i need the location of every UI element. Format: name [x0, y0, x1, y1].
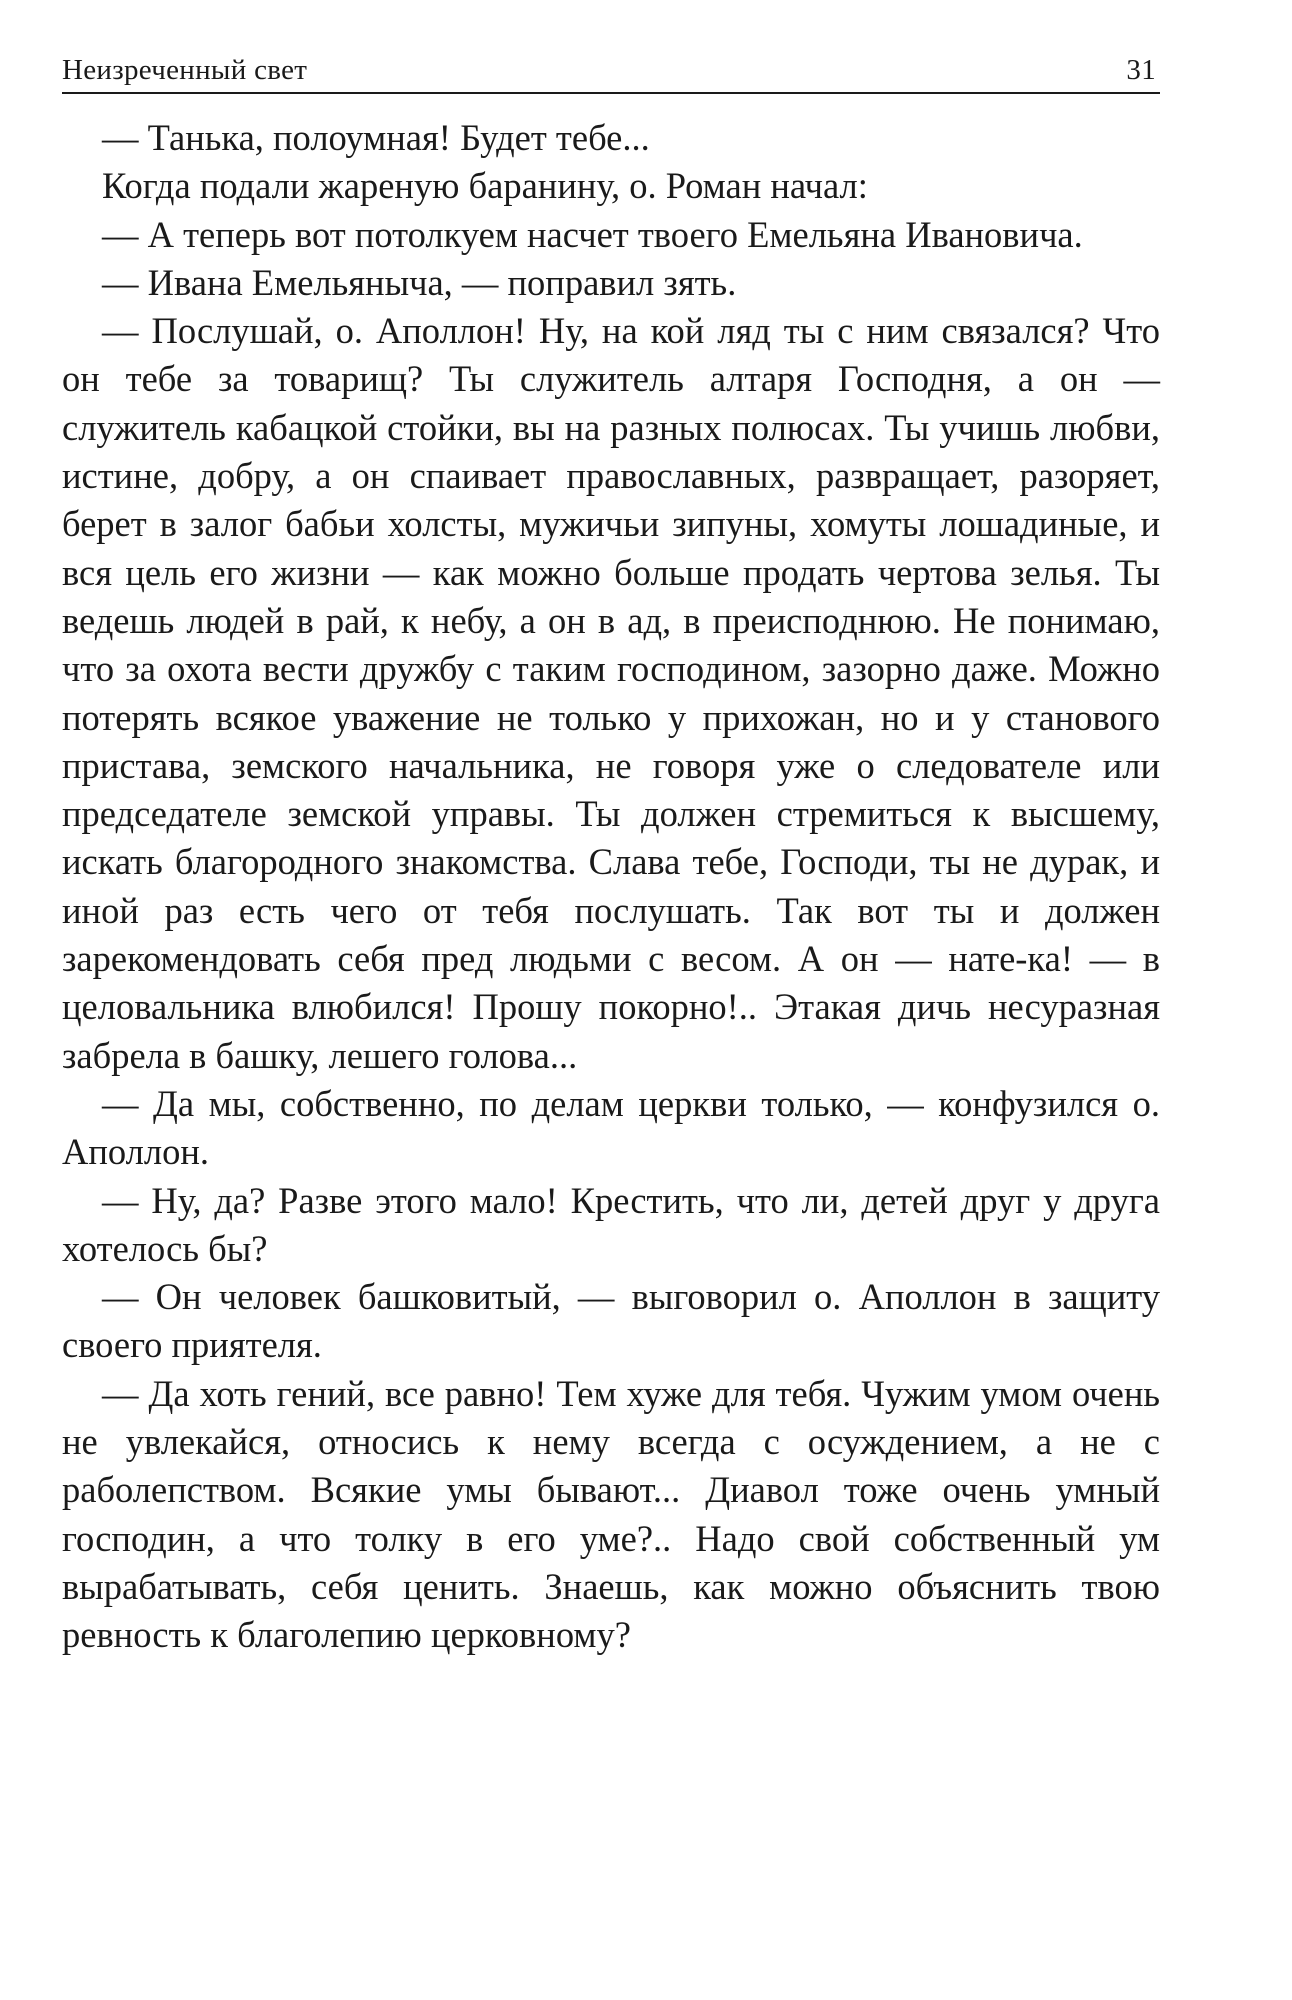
paragraph: — А теперь вот потолкуем насчет твоего Емельяна Ивановича.: [102, 213, 1083, 255]
page-number: 31: [1126, 54, 1156, 86]
running-title: Неизреченный свет: [62, 54, 308, 86]
book-page: [62, 52, 1160, 1660]
running-header: [62, 52, 1160, 94]
paragraph: Когда подали жареную баранину, о. Роман начал:: [102, 165, 868, 207]
paragraph: — Да хоть гений, все равно! Тем хуже для тебя. Чужим умом очень не увлекайся, относись к нему всегда с осуждением, а не с раболепством. Всякие умы бывают... Диавол тоже очень умный господин, а что толку в его уме?.. Надо свой собственный ум вырабатывать, себя ценить. Знаешь, как можно объяснить твою ревность к благолепию церковному?: [62, 1372, 1160, 1656]
paragraph: — Ну, да? Разве этого мало! Крестить, что ли, детей друг у друга хотелось бы?: [62, 1179, 1160, 1269]
paragraph: — Да мы, собственно, по делам церкви только, — конфузился о. Аполлон.: [62, 1082, 1160, 1173]
paragraph: — Танька, полоумная! Будет тебе...: [102, 117, 650, 158]
body-text: [62, 114, 1160, 1660]
paragraph: — Послушай, о. Аполлон! Ну, на кой ляд ты с ним связался? Что он тебе за товарищ? Ты служитель алтаря Господня, а он — служитель кабацкой стойки, вы на разных полюсах. Ты учишь любви, истине, добру, а он спаивает православных, развращает, разоряет, берет в залог бабьи холсты, мужичьи зипуны, хомуты лошадиные, и вся цель его жизни — как можно больше продать чертова зелья. Ты ведешь людей в рай, к небу, а он в ад, в преисподнюю. Не понимаю, что за охота вести дружбу с таким господином, зазорно даже. Можно потерять всякое уважение не только у прихожан, но и у станового пристава, земского начальника, не говоря уже о следователе или председателе земской управы. Ты должен стремиться к высшему, искать благородного знакомства. Слава тебе, Господи, ты не дурак, и иной раз есть чего от тебя послушать. Так вот ты и должен зарекомендовать себя пред людьми с весом. А он — нате-ка! — в целовальника влюбился! Прошу покорно!.. Этакая дичь несуразная забрела в башку, лешего голова...: [62, 310, 1160, 1076]
paragraph: — Ивана Емельяныча, — поправил зять.: [102, 261, 737, 303]
paragraph: — Он человек башковитый, — выговорил о. Аполлон в защиту своего приятеля.: [62, 1276, 1160, 1366]
